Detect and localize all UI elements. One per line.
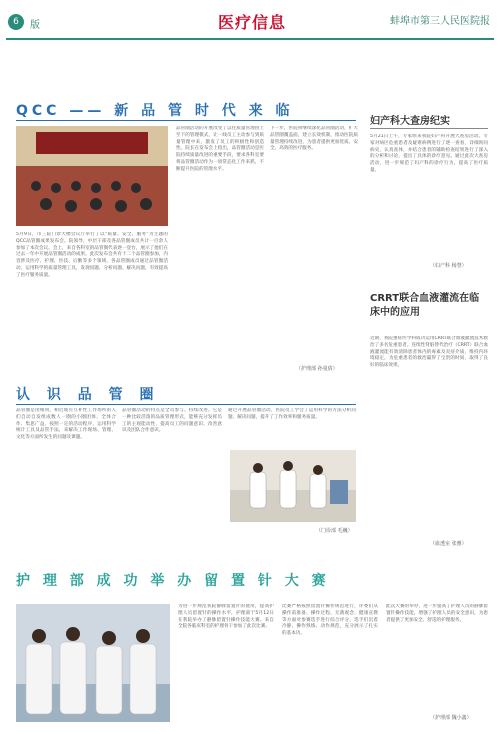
article-iv-contest-byline: （护理部 魏小鑫） [430,715,472,721]
article-iv-contest-title: 护 理 部 成 功 举 办 留 置 针 大 赛 [16,573,330,589]
article-qcc-byline: （护理部 孙曼倩） [296,366,338,372]
sidebar-obgyn-rule [370,128,488,129]
sidebar-crrt-title: CRRT联合血液灌流在临床中的应用 [370,293,480,318]
article-iv-contest-col2: 比赛严格按照留置针操作规范进行，评委们从操作前准备、操作过程、无菌观念、健康宣教等方面对参赛选手进行综合评分。选手们沉着冷静、操作熟练、动作规范，充分展示了扎实的基本功。 [282,604,378,637]
article-qcc-col3: 下一步，医院将继续深化品管圈活动，扩大品管圈覆盖面，建立长效机制，推动医院质量管理持续改进，为患者提供更加优质、安全、高效的医疗服务。 [270,126,358,152]
article-qc-circle-rule [16,404,356,405]
article-qc-circle-col3: 通过开展品管圈活动，医院员工学会了运用科学的方法分析问题、解决问题，提升了工作效率和服务质量。 [228,408,356,420]
article-qc-circle-col2: 品管圈活动的特点是全员参与、持续改进。它是一种比较活泼的品质管理形式，能够充分发挥员工的主观能动性，提高员工的问题意识、改善意识及团队合作意识。 [122,408,222,434]
sidebar-obgyn-byline: （妇产科 杨慧） [430,263,467,269]
page-number: 6 [8,14,24,30]
header-divider [6,38,494,40]
page-title: 医疗信息 [218,13,287,32]
article-qc-circle-col1: 品管圈是由相同、相近或有互补性工作场所的人们自动自发组成数人一圈的小圈团体，全体合作、集思广益，按照一定的活动程序，运用科学统计工具及品管手法，来解决工作现场、管理、文化等方面所发生的问题及课题。 [16,408,116,441]
sidebar-crrt-byline: （血透室 张雅） [430,541,467,547]
sidebar-obgyn-body: 5月21日上午，专家组来我院妇产科开展大查房活动。专家对病区危重患者及疑难病例进行了逐一查看，详细询问病史，认真查体，并结合患者的辅助检查结果进行了深入的分析和讨论，提出了具体的诊疗意见。通过此次大查房活动，进一步规范了妇产科的诊疗行为，提高了医疗质量。 [370,134,488,173]
edition-label: 版 [30,20,40,31]
hospital-name: 蚌埠市第三人民医院报 [390,16,490,27]
page-header [0,0,500,40]
nurses-photo [16,604,170,722]
article-qcc-rule [16,120,356,121]
article-qcc-col2: 品管圈活动的开展改变了以往质量管理由上至下的管理模式，让一线员工主动参与到质量管理中来，激发了员工的积极性和创造性。院长在发布会上指出，品管圈活动是医院持续质量改进的重要手段，要求各科室要将品管圈活动作为一项常态化工作来抓，不断提升医院的管理水平。 [176,126,264,172]
meeting-photo [16,126,168,226]
clinic-photo [230,450,356,522]
sidebar-obgyn-title: 妇产科大查房纪实 [370,116,450,127]
article-qc-circle-title: 认 识 品 管 圈 [16,387,160,403]
sidebar-crrt-body: 近期，我院重症医学科成功运用CRRT联合血液灌流技术救治了多名危重患者。连续性肾脏替代治疗（CRRT）联合血液灌流能有效清除患者体内的毒素及炎症介质，维持内环境稳定，为危重患者的救治赢得了宝贵的时间，取得了良好的临床效果。 [370,336,488,369]
article-iv-contest-col3: 此次大赛的举办，进一步提高了护理人员的静脉留置针操作技能，增强了护理人员的安全意识，为患者提供了更加安全、舒适的护理服务。 [386,604,488,623]
clinic-photo-caption: （门诊部 毛巍） [316,528,353,534]
article-qcc-title: QCC —— 新 品 管 时 代 来 临 [16,103,294,119]
article-iv-contest-col1: 为进一步规范我院静脉留置针的使用，提高护理人员留置针的操作水平，护理部于5月12日在我院举办了静脉留置针操作技能大赛。来自全院各临床科室的护理骨干参加了此次比赛。 [178,604,274,630]
article-qcc-col1: 5月9日，市三院门诊大楼会议厅举行了以“质量、安全、服务”为主题的QCC品管圈成果发布会。院领导、中层干部及各品管圈成员共计一百余人参加了本次会议。会上，来自各科室的品管圈代表逐一登台，展示了他们在过去一年中开展品管圈活动的成果。此次发布会共有十二个品管圈参加，内容涉及医疗、护理、医技、后勤等多个领域，各品管圈成员通过品管圈活动，运用科学的质量管理工具，发现问题、分析问题、解决问题，有效提高了医疗服务质量。 [16,232,168,278]
